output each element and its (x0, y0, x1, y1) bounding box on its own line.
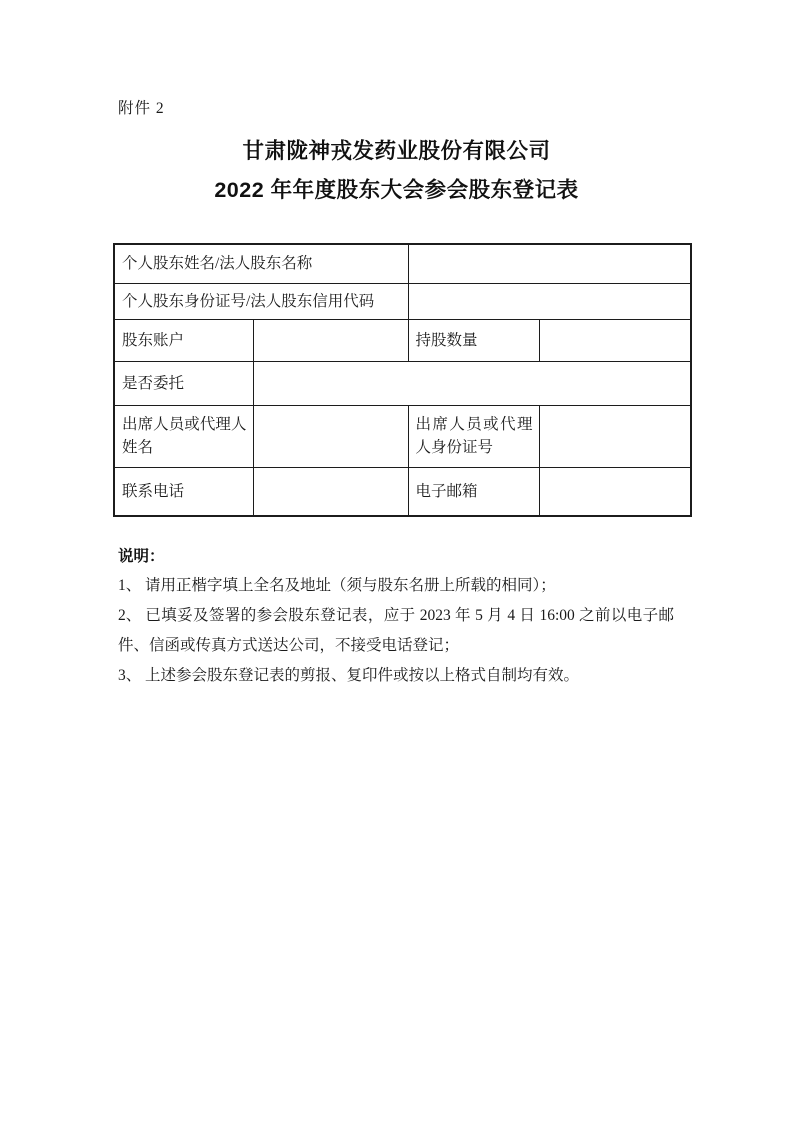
note-item-1 (118, 571, 674, 601)
email-label: 电子邮箱 (408, 467, 539, 516)
attachment-label: 附件 2 (118, 100, 165, 117)
attendee-id-input-cell (539, 405, 691, 467)
company-title: 甘肃陇神戎发药业股份有限公司 (242, 139, 551, 163)
table-row-shareholder-name (114, 244, 691, 283)
form-title: 2022 年年度股东大会参会股东登记表 (214, 178, 579, 202)
table-row-id-number (114, 283, 691, 319)
table-row-account-quantity (114, 319, 691, 361)
table-row-proxy-status (114, 361, 691, 405)
id-number-label: 个人股东身份证号/法人股东信用代码 (114, 283, 408, 319)
notes-heading: 说明： (118, 548, 165, 565)
notes-section (118, 543, 674, 691)
shareholder-account-input-cell (253, 319, 408, 361)
id-number-input-cell (408, 283, 691, 319)
email-input-cell (539, 467, 691, 516)
note-number: 3、 (118, 667, 142, 684)
contact-phone-label: 联系电话 (114, 467, 253, 516)
note-text: 已填妥及签署的参会股东登记表，应于 2023 年 5 月 4 日 16:00 之前以电子邮件、信函或传真方式送达公司，不接受电话登记； (118, 607, 674, 654)
contact-phone-input-cell (253, 467, 408, 516)
attendee-name-label: 出席人员或代理人姓名 (114, 405, 253, 467)
note-item-2 (118, 601, 674, 661)
proxy-status-input-cell (253, 361, 691, 405)
shareholding-quantity-input-cell (539, 319, 691, 361)
attendee-name-input-cell (253, 405, 408, 467)
note-item-3 (118, 661, 674, 691)
shareholder-registration-table (113, 243, 692, 517)
shareholding-quantity-label: 持股数量 (408, 319, 539, 361)
note-number: 1、 (118, 577, 142, 594)
proxy-status-label: 是否委托 (114, 361, 253, 405)
table-row-contact (114, 467, 691, 516)
note-number: 2、 (118, 607, 142, 624)
shareholder-name-label: 个人股东姓名/法人股东名称 (114, 244, 408, 283)
note-text: 请用正楷字填上全名及地址（须与股东名册上所载的相同）； (145, 577, 556, 594)
note-text: 上述参会股东登记表的剪报、复印件或按以上格式自制均有效。 (145, 667, 580, 684)
attendee-id-label: 出席人员或代理人身份证号 (408, 405, 539, 467)
table-row-attendee (114, 405, 691, 467)
shareholder-account-label: 股东账户 (114, 319, 253, 361)
shareholder-name-input-cell (408, 244, 691, 283)
